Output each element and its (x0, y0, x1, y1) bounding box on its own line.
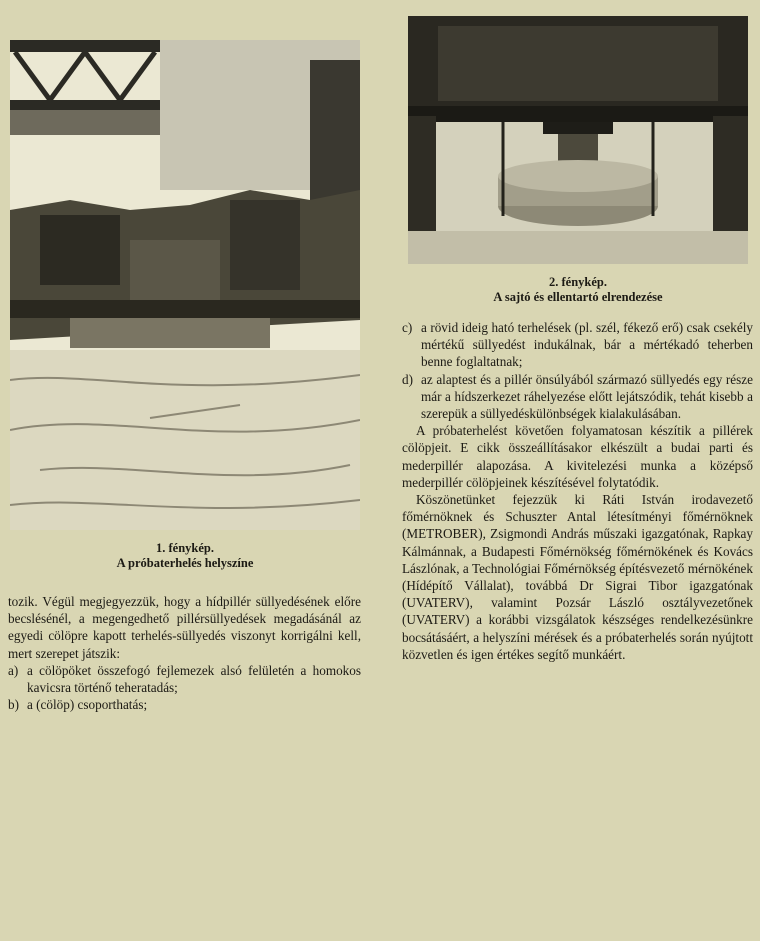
list-item-b (8, 696, 361, 713)
paragraph-intro: tozik. Végül megjegyezzük, hogy a hídpillér süllyedésének előre becslésénél, a megengedhető pillérsüllyedések megadásánál az egyedi cölöpre kapott terhelés-süllyedés viszonyt korrigálni kell, mert szerepet játszik: (8, 594, 361, 661)
list-marker: a) (8, 662, 19, 678)
figure-title-1: A próbaterhelés helyszíne (116, 556, 254, 570)
text-column-right (402, 319, 753, 663)
list-marker: c) (402, 320, 413, 335)
photo-jack-arrangement-image (408, 16, 748, 264)
figure-caption-2 (408, 275, 748, 305)
list-marker: d) (402, 371, 413, 387)
text-column-left (8, 593, 361, 713)
list-item-c (402, 319, 753, 371)
figure-title-2: A sajtó és ellentartó elrendezése (493, 290, 663, 304)
photo-test-load-site-image (10, 40, 360, 530)
list-item-text: az alaptest és a pillér önsúlyából származó süllyedés egy része már a hídszerkezet ráhelyezése előtt lejátszódik, tehát kisebb a szerepük a süllyedéskülönbségek kialakulásában. (421, 371, 753, 422)
figure-number-1: 1. fénykép. (156, 541, 214, 555)
photo-jack-arrangement (408, 16, 748, 264)
paragraph-construction-progress: A próbaterhelést követően folyamatosan készítik a pillérek cölöpjeit. E cikk összeállításakor elkészült a budai parti és mederpillér alapozása. A kivitelezési munka a középső mederpillér cölöpjeinek készítésével folytatódik. (402, 423, 753, 490)
figure-number-2: 2. fénykép. (549, 275, 607, 289)
list-item-text: a rövid ideig ható terhelések (pl. szél, fékező erő) csak csekély mértékű süllyedést indukálnak, bár a mértékadó teherben benne foglaltatnak; (421, 320, 753, 370)
paragraph-acknowledgements: Köszönetünket fejezzük ki Ráti István irodavezető főmérnöknek és Schuszter Antal létesítményi főmérnöknek (METROBER), Zsigmondi András műszaki igazgatónak, Rapkay Kálmánnak, a Budapesti Főmérnökség főmérnökének és Kovács Lászlónak, a Technológiai Főmérnökség építésvezető mérnökének (Hídépítő Vállalat), továbbá Dr Sigrai Tibor igazgatónak (UVATERV), valamint Pozsár László osztályvezetőnek (UVATERV) a korábbi vizsgálatok készséges rendelkezésünkre bocsátásáért, a helyszíni mérések és a próbaterhelés során nyújtott közvetlen és igen értékes segítő munkáért. (402, 492, 753, 662)
list-item-a (8, 662, 361, 696)
figure-caption-1 (10, 541, 360, 571)
list-item-text: a (cölöp) csoporthatás; (27, 697, 148, 713)
list-item-text: a cölöpöket összefogó fejlemezek alsó felületén a homokos kavicsra történő teheratadás; (27, 662, 361, 696)
photo-test-load-site (10, 40, 360, 530)
list-marker: b) (8, 697, 19, 713)
list-item-d (402, 371, 753, 423)
